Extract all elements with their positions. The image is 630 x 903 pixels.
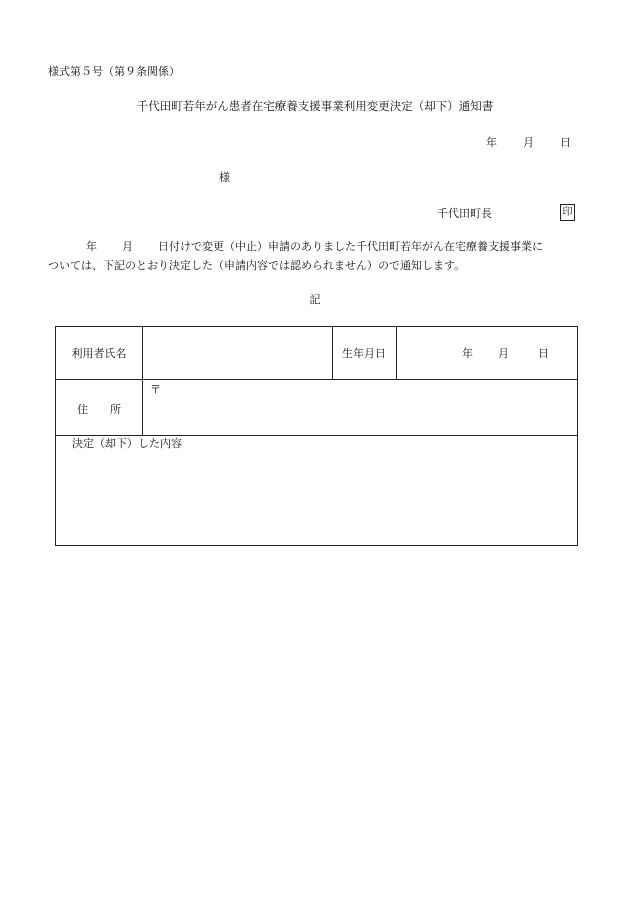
issue-date-day: 日 <box>560 136 571 149</box>
issue-date <box>486 137 571 148</box>
sender-name: 千代田町長 <box>437 207 492 220</box>
form-number: 様式第５号（第９条関係） <box>48 65 180 78</box>
information-table <box>55 326 578 546</box>
address-label <box>56 404 142 415</box>
postal-mark: 〒 <box>150 383 161 396</box>
body-rest: 日付けで変更（中止）申請のありました千代田町若年がん在宅療養支援事業に <box>158 240 543 253</box>
issue-date-month: 月 <box>523 136 534 149</box>
table-divider <box>56 435 577 436</box>
decision-label: 決定（却下）した内容 <box>72 437 182 450</box>
dob-label: 生年月日 <box>342 347 386 360</box>
document-title: 千代田町若年がん患者在宅療養支援事業利用変更決定（却下）通知書 <box>136 99 494 113</box>
body-text-line-2: ついては、下記のとおり決定した（申請内容では認められません）ので通知します。 <box>48 259 466 272</box>
address-label-part-2: 所 <box>110 403 121 416</box>
decision-content-field[interactable] <box>57 453 577 545</box>
name-label: 利用者氏名 <box>71 347 127 360</box>
dob-day: 日 <box>538 347 549 360</box>
body-text-line-1 <box>86 241 543 252</box>
dob-year: 年 <box>462 347 473 360</box>
body-month: 月 <box>122 240 133 253</box>
name-field[interactable] <box>143 328 331 378</box>
body-year: 年 <box>86 240 97 253</box>
address-label-part-1: 住 <box>77 403 88 416</box>
dob-month: 月 <box>498 347 509 360</box>
addressee-honorific: 様 <box>219 171 230 184</box>
issue-date-year: 年 <box>486 136 497 149</box>
table-divider <box>396 327 397 379</box>
seal-mark: 印 <box>560 204 575 221</box>
address-field[interactable] <box>143 380 577 434</box>
ki-heading: 記 <box>309 293 321 306</box>
